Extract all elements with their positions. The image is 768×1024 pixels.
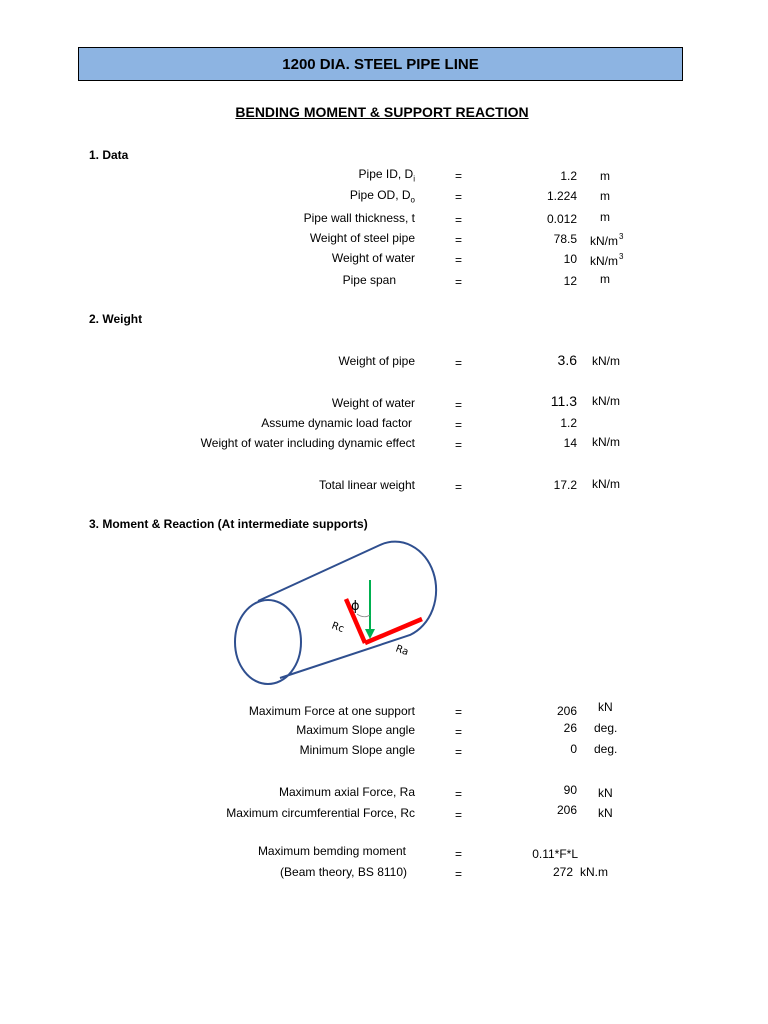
eq-sign: = bbox=[455, 275, 463, 289]
row-water-dyn-value: 14 bbox=[563, 436, 577, 450]
pipe-support-diagram bbox=[230, 535, 440, 690]
row-bm-value: 272 bbox=[552, 865, 573, 879]
row-pipe-od-value: 1.224 bbox=[546, 189, 577, 203]
row-wall-label: Pipe wall thickness, t bbox=[303, 211, 415, 225]
row-pipe-id-unit: m bbox=[600, 169, 610, 183]
ra-label: Ra bbox=[393, 643, 410, 659]
eq-sign: = bbox=[455, 725, 463, 739]
eq-sign: = bbox=[455, 169, 463, 183]
row-max-slope-label: Maximum Slope angle bbox=[296, 723, 415, 737]
row-dlf-label: Assume dynamic load factor bbox=[261, 416, 412, 430]
row-dlf-value: 1.2 bbox=[560, 416, 577, 430]
eq-sign: = bbox=[455, 867, 463, 881]
row-rc-value: 206 bbox=[556, 803, 577, 817]
section-weight-heading: 2. Weight bbox=[89, 312, 143, 326]
row-total-unit: kN/m bbox=[592, 477, 620, 491]
row-bm-formula-label: Maximum bemding moment bbox=[257, 844, 406, 858]
row-pipe-id-label: Pipe ID, $D_i$ bbox=[358, 167, 415, 184]
title-banner bbox=[78, 47, 683, 81]
pipe-cylinder bbox=[235, 542, 436, 684]
row-water-dyn-unit: kN/m bbox=[592, 435, 620, 449]
row-max-slope-unit: deg. bbox=[594, 721, 618, 735]
row-max-force-label: Maximum Force at one support bbox=[248, 704, 415, 718]
row-bm-label: (Beam theory, BS 8110) bbox=[280, 865, 407, 879]
row-water-weight-value: 11.3 bbox=[550, 393, 577, 409]
angle-arc bbox=[357, 614, 370, 617]
row-pipe-id-value: 1.2 bbox=[560, 169, 577, 183]
phi-label: ϕ bbox=[351, 599, 360, 614]
row-wall-unit: m bbox=[600, 210, 610, 224]
section-moment-heading: 3. Moment & Reaction (At intermediate supports) bbox=[89, 517, 368, 531]
row-span-unit: m bbox=[600, 272, 610, 286]
row-ra-label: Maximum axial Force, Ra bbox=[278, 785, 415, 799]
row-span-label: Pipe span bbox=[342, 273, 396, 287]
eq-sign: = bbox=[455, 418, 463, 432]
row-steel-weight-label: Weight of steel pipe bbox=[309, 231, 415, 245]
eq-sign: = bbox=[455, 253, 463, 267]
row-min-slope-value: 0 bbox=[570, 742, 577, 756]
eq-sign: = bbox=[455, 808, 463, 822]
row-pipe-od-label: Pipe OD, $D_o$ bbox=[349, 188, 415, 205]
row-max-slope-value: 26 bbox=[563, 721, 577, 735]
pipe-outline bbox=[258, 542, 436, 678]
row-water-dyn-label: Weight of water including dynamic effect bbox=[200, 436, 415, 450]
rc-label: Rc bbox=[329, 620, 346, 636]
row-water-density-value: 10 bbox=[563, 252, 577, 266]
row-water-weight-unit: kN/m bbox=[592, 394, 620, 408]
row-rc-unit: kN bbox=[598, 806, 613, 820]
row-pipe-weight-value: 3.6 bbox=[557, 352, 577, 368]
row-water-density-unit: $kN/m^3$ bbox=[590, 252, 624, 268]
row-wall-value: 0.012 bbox=[546, 212, 577, 226]
row-ra-value: 90 bbox=[563, 783, 577, 797]
row-total-value: 17.2 bbox=[553, 478, 577, 492]
eq-sign: = bbox=[455, 356, 463, 370]
eq-sign: = bbox=[455, 438, 463, 452]
row-pipe-od-unit: m bbox=[600, 189, 610, 203]
row-water-weight-label: Weight of water bbox=[331, 396, 415, 410]
page-title: 1200 DIA. STEEL PIPE LINE bbox=[282, 55, 479, 73]
row-total-label: Total linear weight bbox=[318, 478, 415, 492]
section-data-heading: 1. Data bbox=[89, 148, 129, 162]
row-bm-unit: kN.m bbox=[580, 865, 608, 879]
row-pipe-weight-label: Weight of pipe bbox=[338, 354, 415, 368]
row-min-slope-label: Minimum Slope angle bbox=[299, 743, 415, 757]
eq-sign: = bbox=[455, 745, 463, 759]
page-subtitle: BENDING MOMENT & SUPPORT REACTION bbox=[235, 104, 529, 120]
row-span-value: 12 bbox=[563, 274, 577, 288]
row-water-density-label: Weight of water bbox=[331, 251, 415, 265]
row-steel-weight-unit: $kN/m^3$ bbox=[590, 232, 624, 248]
eq-sign: = bbox=[455, 233, 463, 247]
row-bm-formula-value: 0.11*F*L bbox=[532, 847, 578, 861]
row-ra-unit: kN bbox=[598, 786, 613, 800]
eq-sign: = bbox=[455, 705, 463, 719]
eq-sign: = bbox=[455, 847, 463, 861]
row-rc-label: Maximum circumferential Force, Rc bbox=[226, 806, 415, 820]
eq-sign: = bbox=[455, 787, 463, 801]
eq-sign: = bbox=[455, 480, 463, 494]
row-min-slope-unit: deg. bbox=[594, 742, 618, 756]
row-pipe-weight-unit: kN/m bbox=[592, 354, 620, 368]
eq-sign: = bbox=[455, 398, 463, 412]
row-max-force-value: 206 bbox=[556, 704, 577, 718]
eq-sign: = bbox=[455, 213, 463, 227]
eq-sign: = bbox=[455, 190, 463, 204]
row-steel-weight-value: 78.5 bbox=[553, 232, 577, 246]
row-max-force-unit: kN bbox=[598, 700, 613, 714]
pipe-end-ellipse bbox=[235, 600, 301, 684]
